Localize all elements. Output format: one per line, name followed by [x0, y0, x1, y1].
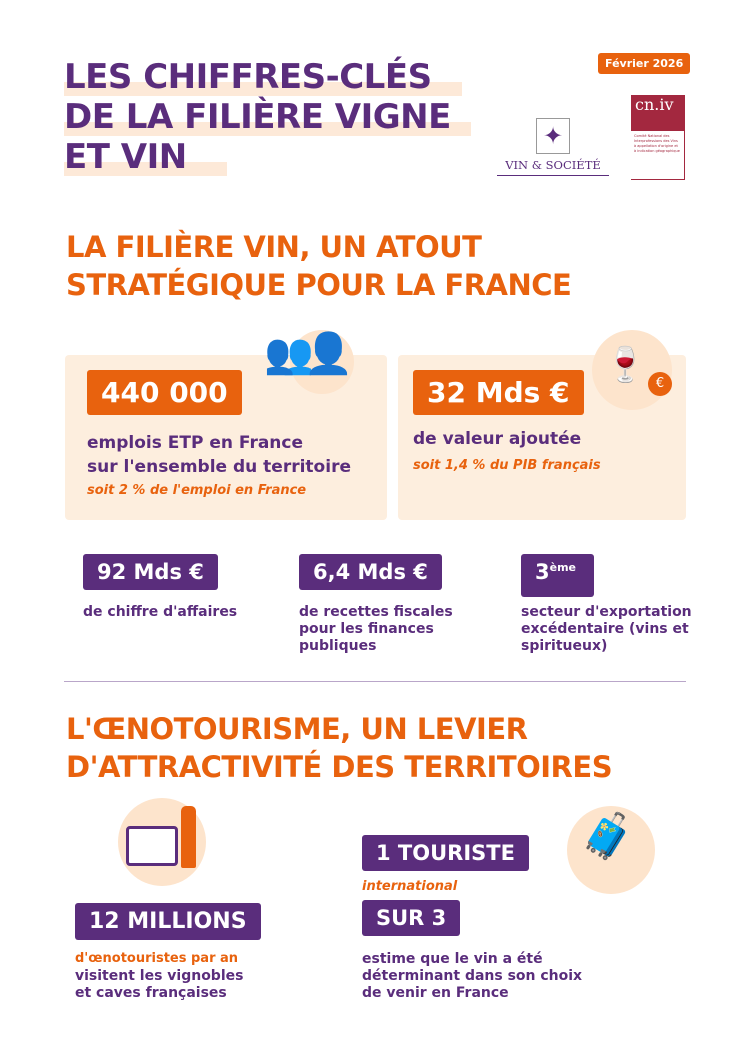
- stat-revenue-value: 92 Mds €: [83, 554, 218, 590]
- stat-tax-value: 6,4 Mds €: [299, 554, 442, 590]
- visitors-desc: [75, 968, 243, 1002]
- desc-line: déterminant dans son choix: [362, 968, 583, 984]
- section-title-strategic: [66, 228, 571, 304]
- title-line: L'ŒNOTOURISME, UN LEVIER: [66, 712, 528, 746]
- title-text: DE LA FILIÈRE VIGNE: [64, 97, 451, 137]
- desc-line: visitent les vignobles: [75, 968, 244, 984]
- stat-export-desc: secteur d'exportation excédentaire (vins et spiritueux): [521, 604, 692, 654]
- cniv-logo: [631, 95, 685, 180]
- desc-line: de venir en France: [362, 985, 509, 1001]
- section-divider: [64, 681, 686, 682]
- date-badge: Février 2026: [598, 53, 690, 74]
- wine-glass-icon: 🍷: [604, 345, 647, 385]
- page-title-line-3: [64, 138, 197, 176]
- value-added-note: soit 1,4 % du PIB français: [413, 458, 601, 473]
- stat-export-value: [521, 554, 594, 597]
- stat-revenue-desc: de chiffre d'affaires: [83, 604, 238, 620]
- jobs-value: 440 000: [87, 370, 242, 415]
- title-line: STRATÉGIQUE POUR LA FRANCE: [66, 268, 572, 302]
- stat-tax-desc: de recettes fiscales pour les finances publiques: [299, 604, 453, 654]
- suitcase-icon: [126, 826, 178, 866]
- title-line: LA FILIÈRE VIN, UN ATOUT: [66, 230, 482, 264]
- visitors-value: 12 MILLIONS: [75, 903, 261, 940]
- rank-number: 3: [535, 560, 550, 584]
- euro-coin-icon: €: [648, 372, 672, 396]
- rank-suffix: ème: [549, 561, 577, 574]
- title-line: D'ATTRACTIVITÉ DES TERRITOIRES: [66, 750, 613, 784]
- visitors-note: d'œnotouristes par an: [75, 951, 239, 966]
- tourists-box-2: SUR 3: [362, 900, 460, 936]
- logo-text: cn.iv: [631, 95, 684, 131]
- people-icon: 👥👤: [264, 331, 344, 377]
- desc-line: et caves françaises: [75, 985, 227, 1001]
- tourists-desc: [362, 951, 582, 1002]
- section-title-oenotourism: [66, 710, 612, 786]
- desc-line: sur l'ensemble du territoire: [87, 457, 351, 477]
- value-added-value: 32 Mds €: [413, 370, 584, 415]
- desc-line: estime que le vin a été: [362, 951, 543, 967]
- title-text: LES CHIFFRES-CLÉS: [64, 57, 432, 97]
- logo-text: VIN & SOCIÉTÉ: [497, 158, 609, 176]
- wine-bottle-icon: [181, 806, 196, 868]
- value-added-desc: de valeur ajoutée: [413, 429, 582, 449]
- vine-leaf-icon: ✦: [536, 118, 570, 154]
- logo-caption: Comité National des Interprofessions des Vins à appellation d'origine et à indication géographique: [634, 134, 680, 153]
- tourists-international: international: [362, 879, 458, 894]
- title-text: ET VIN: [64, 137, 187, 177]
- jobs-desc: [87, 431, 351, 479]
- vin-societe-logo: [497, 118, 609, 176]
- travelers-icon: 🧳: [580, 811, 635, 862]
- desc-line: emplois ETP en France: [87, 433, 304, 453]
- page-title-line-2: [64, 98, 461, 136]
- page-title-line-1: [64, 58, 442, 96]
- tourists-box-1: 1 TOURISTE: [362, 835, 529, 871]
- jobs-note: soit 2 % de l'emploi en France: [87, 483, 307, 498]
